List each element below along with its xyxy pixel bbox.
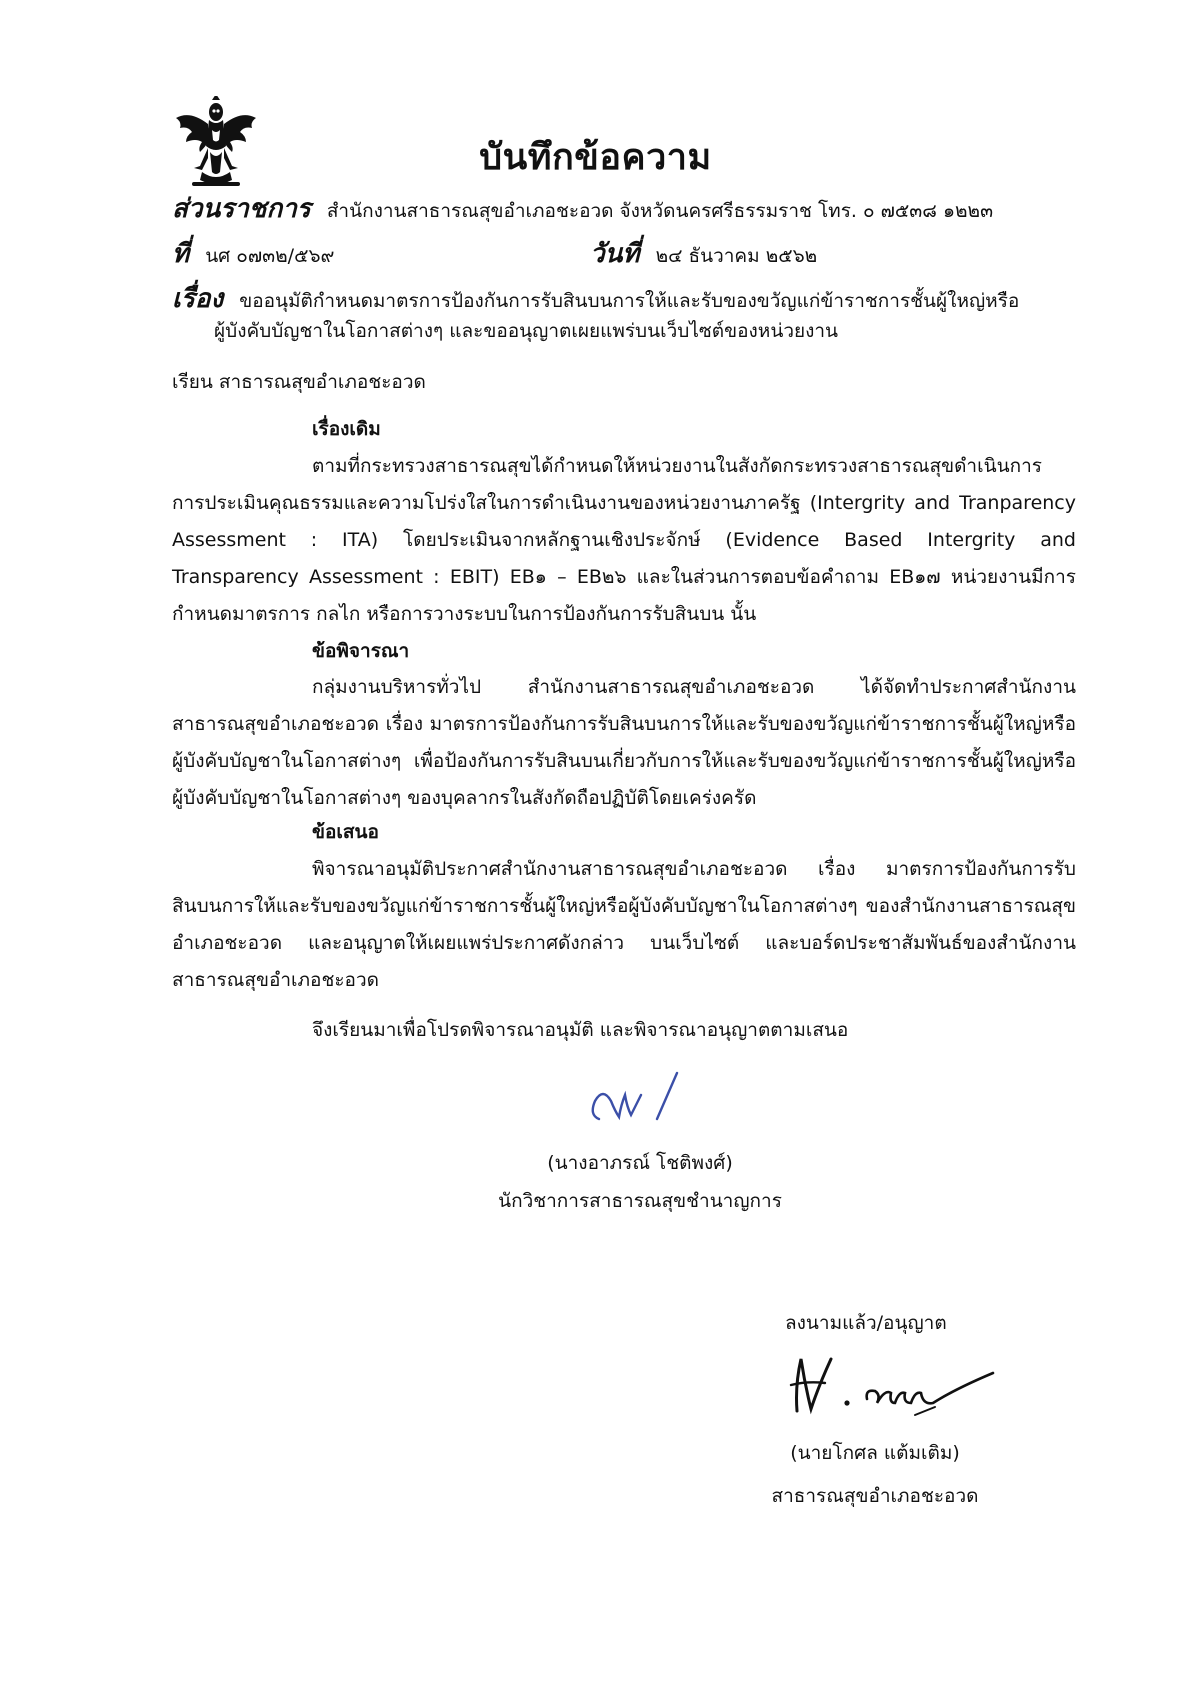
section-body-consideration bbox=[172, 669, 1076, 817]
section-paragraph-proposal: พิจารณาอนุมัติประกาศสำนักงานสาธารณสุขอำเภอชะอวด เรื่อง มาตรการป้องกันการรับสินบนการให้และรับของขวัญแก่ข้าราชการชั้นผู้ใหญ่หรือผู้บังคับบัญชาในโอกาสต่างๆ ของสำนักงานสาธารณสุขอำเภอชะอวด และอนุญาตให้เผยแพร่ประกาศดังกล่าว บนเว็บไซต์ และบอร์ดประชาสัมพันธ์ของสำนักงานสาธารณสุขอำเภอชะอวด bbox=[172, 858, 1076, 991]
approver-position: สาธารณสุขอำเภอชะอวด bbox=[771, 1485, 979, 1507]
signer-1-name: (นางอาภรณ์ โชติพงศ์) bbox=[547, 1152, 733, 1174]
signer-1-position: นักวิชาการสาธารณสุขชำนาญการ bbox=[498, 1190, 782, 1212]
agency-value: สำนักงานสาธารณสุขอำเภอชะอวด จังหวัดนครศรีธรรมราช โทร. ๐ ๗๕๓๘ ๑๒๒๓ bbox=[326, 200, 994, 222]
section-heading-background: เรื่องเดิม bbox=[312, 418, 381, 440]
reference-number: นศ ๐๗๓๒/๕๖๙ bbox=[205, 245, 335, 267]
date-row bbox=[590, 233, 817, 274]
subject-line-1: ขออนุมัติกำหนดมาตรการป้องกันการรับสินบนการให้และรับของขวัญแก่ข้าราชการชั้นผู้ใหญ่หรือ bbox=[239, 290, 1020, 312]
approval-note: ลงนามแล้ว/อนุญาต bbox=[785, 1312, 947, 1334]
section-paragraph-background: ตามที่กระทรวงสาธารณสุขได้กำหนดให้หน่วยงานในสังกัดกระทรวงสาธารณสุขดำเนินการ การประเมินคุณธรรมและความโปร่งใสในการดำเนินงานของหน่วยงานภาครัฐ (Intergrity and Tranparency Assessment : ITA) โดยประเมินจากหลักฐานเชิงประจักษ์ (Evidence Based Intergrity and Transparency Assessment : EBIT) EB๑ – EB๒๖ และในส่วนการตอบข้อคำถาม EB๑๗ หน่วยงานมีการกำหนดมาตรการ กลไก หรือการวางระบบในการป้องกันการรับสินบน นั้น bbox=[172, 455, 1076, 625]
subject-row-2 bbox=[214, 316, 838, 346]
subject-line-2: ผู้บังคับบัญชาในโอกาสต่างๆ และขออนุญาตเผยแพร่บนเว็บไซต์ของหน่วยงาน bbox=[214, 320, 839, 342]
reference-row bbox=[172, 233, 334, 274]
agency-row bbox=[172, 188, 993, 229]
section-heading-proposal: ข้อเสนอ bbox=[312, 821, 379, 843]
subject-row bbox=[172, 278, 1019, 319]
approver-name: (นายโกศล แต้มเติม) bbox=[790, 1442, 960, 1464]
section-body-background bbox=[172, 448, 1076, 633]
date-value: ๒๔ ธันวาคม ๒๕๖๒ bbox=[655, 245, 818, 267]
signature-drawing-2 bbox=[785, 1345, 1015, 1425]
section-paragraph-consideration: กลุ่มงานบริหารทั่วไป สำนักงานสาธารณสุขอำเภอชะอวด ได้จัดทำประกาศสำนักงานสาธารณสุขอำเภอชะอวด เรื่อง มาตรการป้องกันการรับสินบนการให้และรับของขวัญแก่ข้าราชการชั้นผู้ใหญ่หรือผู้บังคับบัญชาในโอกาสต่างๆ เพื่อป้องกันการรับสินบนเกี่ยวกับการให้และรับของขวัญแก่ข้าราชการชั้นผู้ใหญ่หรือผู้บังคับบัญชาในโอกาสต่างๆ ของบุคลากรในสังกัดถือปฏิบัติโดยเคร่งครัด bbox=[172, 676, 1076, 809]
document-title: บันทึกข้อความ bbox=[479, 137, 712, 178]
section-heading-consideration: ข้อพิจารณา bbox=[312, 640, 410, 662]
date-label: วันที่ bbox=[590, 239, 640, 269]
agency-label: ส่วนราชการ bbox=[172, 194, 311, 224]
salutation: เรียน สาธารณสุขอำเภอชะอวด bbox=[172, 371, 426, 393]
section-body-proposal bbox=[172, 851, 1076, 999]
signature-drawing-1 bbox=[585, 1065, 695, 1135]
closing-sentence: จึงเรียนมาเพื่อโปรดพิจารณาอนุมัติ และพิจารณาอนุญาตตามเสนอ bbox=[312, 1019, 849, 1041]
reference-label: ที่ bbox=[172, 239, 190, 269]
subject-label: เรื่อง bbox=[172, 284, 224, 314]
